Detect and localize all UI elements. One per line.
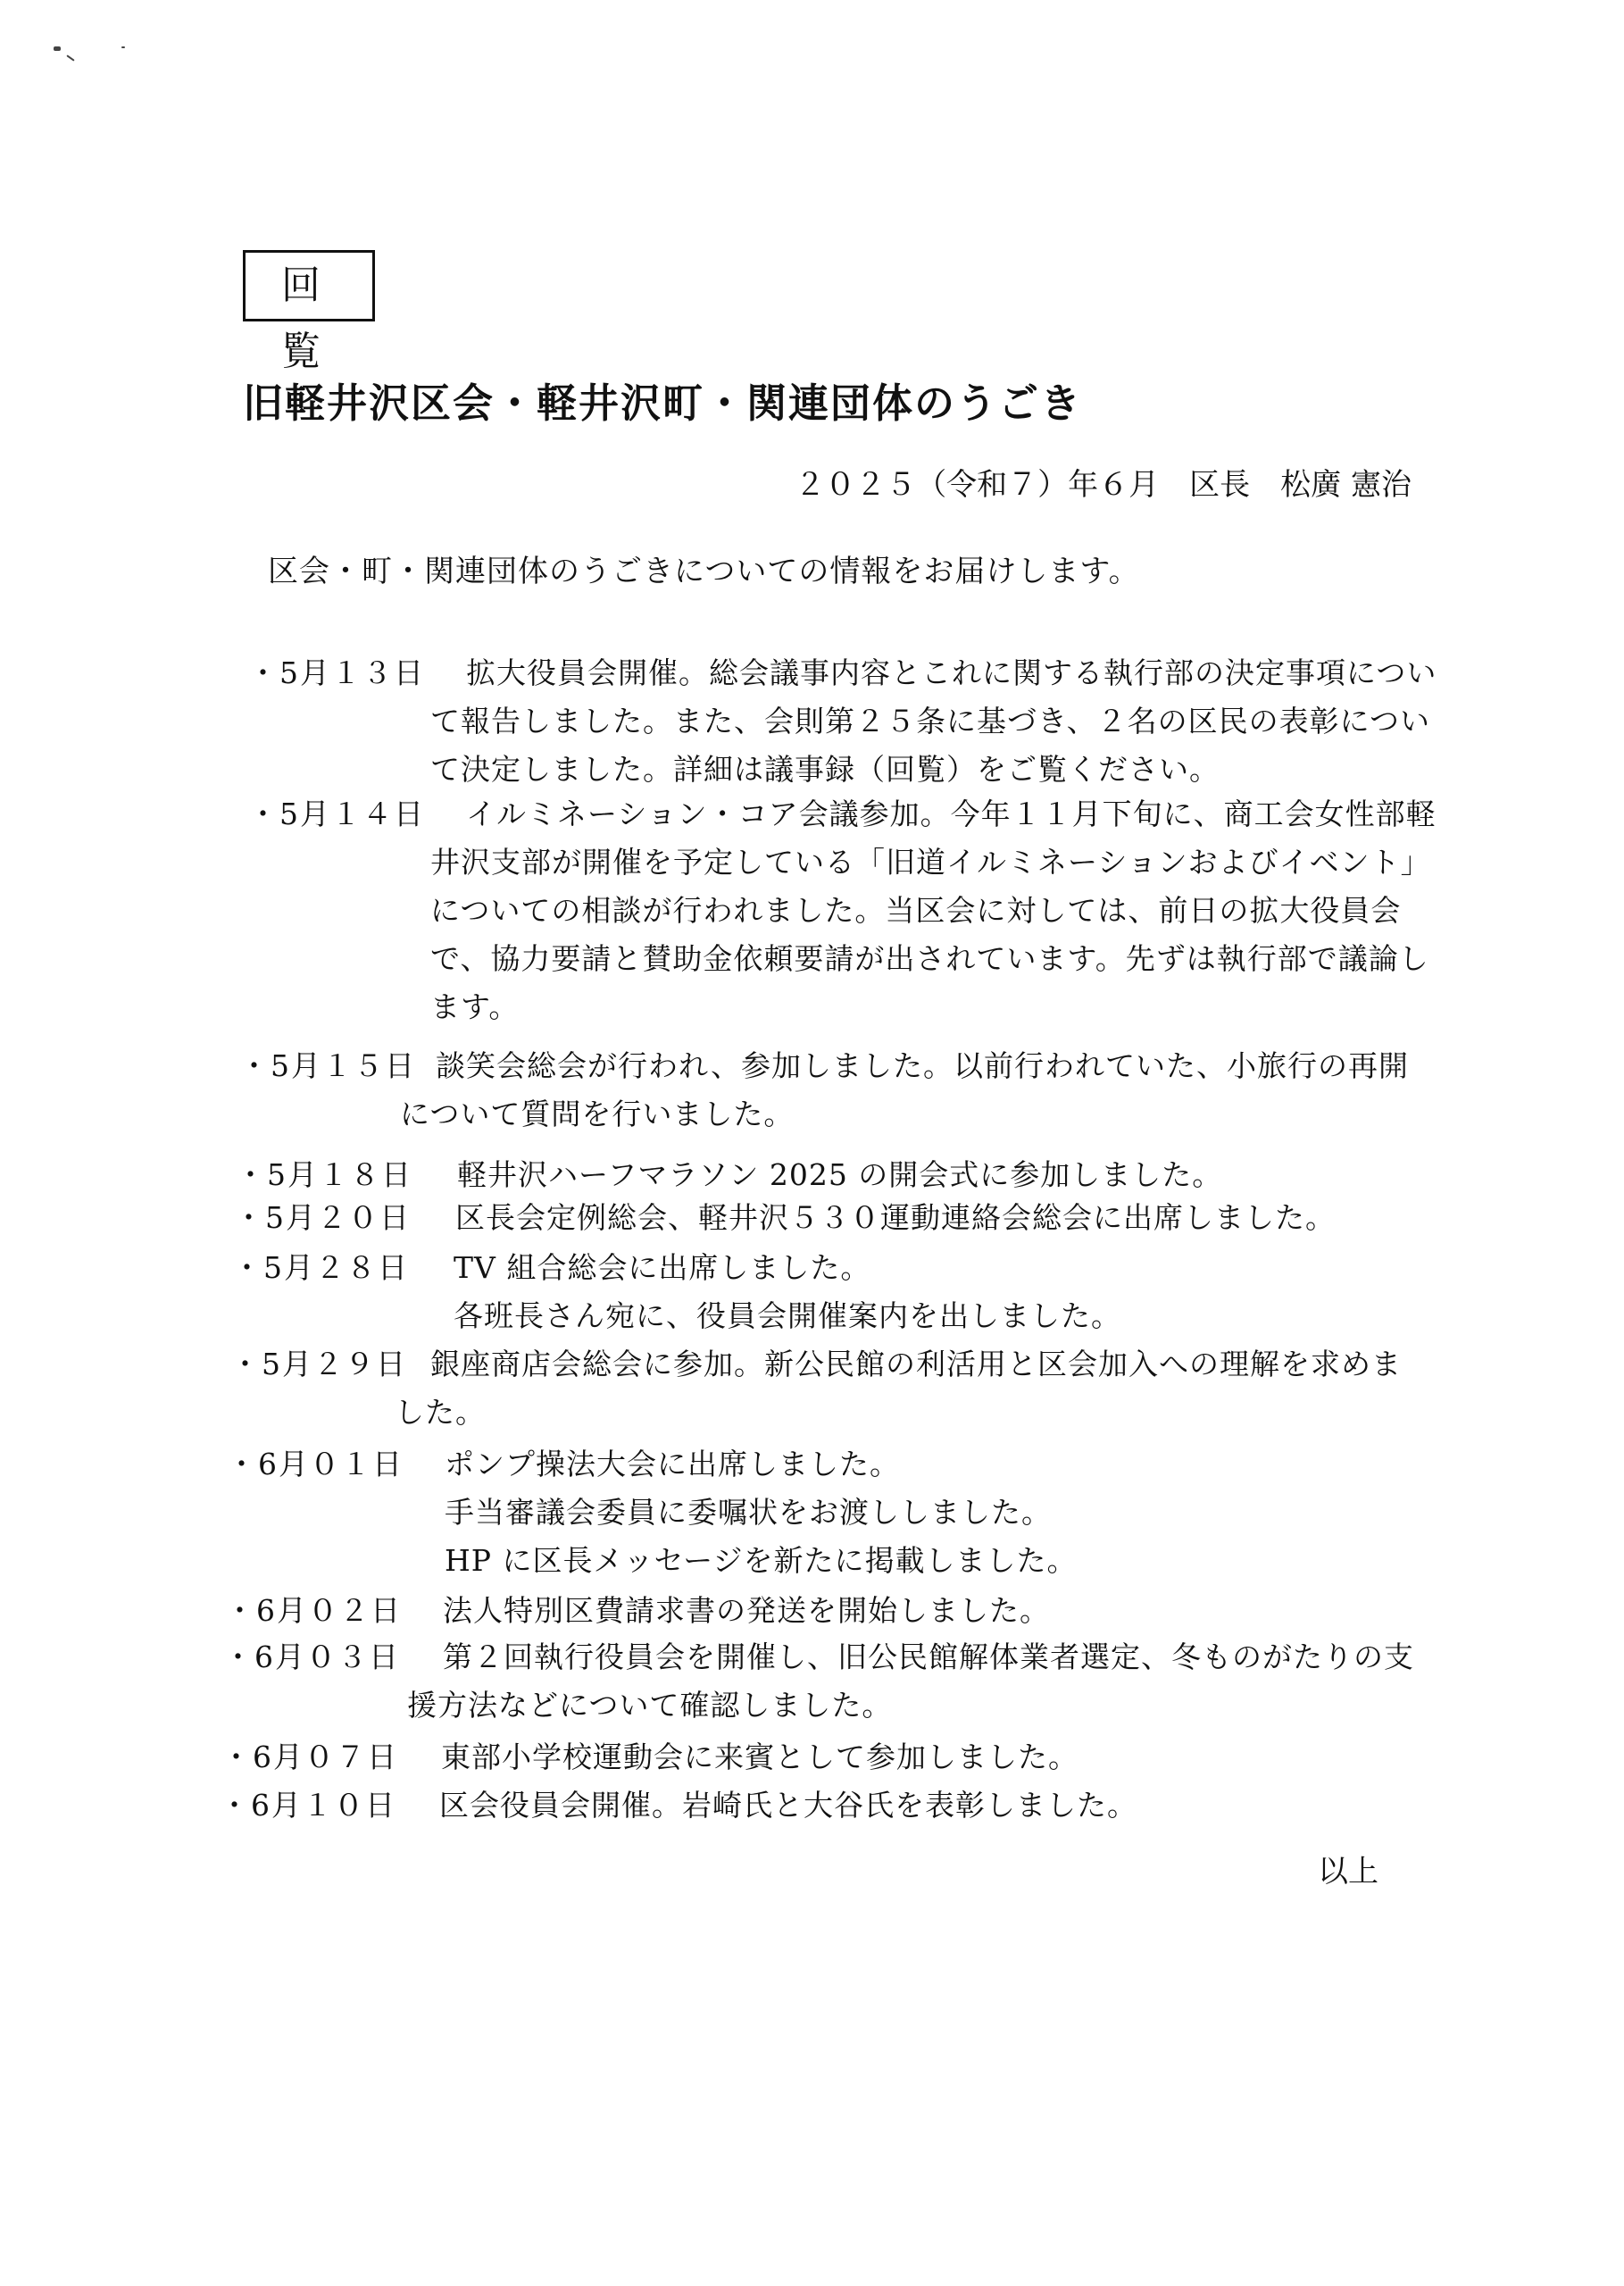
- entry-text-line: 軽井沢ハーフマラソン 2025 の開会式に参加しました。: [457, 1157, 1223, 1192]
- entry-text-line: 手当審議会委員に委嘱状をお渡ししました。: [445, 1495, 1052, 1530]
- entry-text-line: ます。: [430, 989, 520, 1024]
- closing-mark: 以上: [1318, 1854, 1378, 1890]
- entry-text-line: 区会役員会開催。岩崎氏と大谷氏を表彰しました。: [439, 1788, 1137, 1823]
- entry-text-line: 援方法などについて確認しました。: [407, 1688, 893, 1723]
- entry-date: ・6月０３日: [223, 1639, 400, 1674]
- entry-text-line: て報告しました。また、会則第２５条に基づき、２名の区民の表彰につい: [430, 704, 1431, 738]
- entry-text-line: 拡大役員会開催。総会議事内容とこれに関する執行部の決定事項につい: [466, 655, 1437, 690]
- entry-text-line: 区長会定例総会、軽井沢５３０運動連絡会総会に出席しました。: [455, 1200, 1336, 1235]
- entry-text-line: 各班長さん宛に、役員会開催案内を出しました。: [454, 1298, 1121, 1333]
- entry-date: ・6月０２日: [225, 1593, 402, 1628]
- entry-date: ・5月２９日: [230, 1347, 407, 1381]
- entry-text-line: 第２回執行役員会を開催し、旧公民館解体業者選定、冬ものがたりの支: [443, 1639, 1414, 1674]
- entry-text-line: 東部小学校運動会に来賓として参加しました。: [441, 1740, 1079, 1774]
- entry-date: ・6月０７日: [221, 1740, 398, 1774]
- entry-text-line: ポンプ操法大会に出席しました。: [445, 1447, 900, 1481]
- entry-text-line: HP に区長メッセージを新たに掲載しました。: [445, 1543, 1078, 1578]
- entry-text-line: 法人特別区費請求書の発送を開始しました。: [443, 1593, 1050, 1628]
- entry-text-line: した。: [395, 1395, 486, 1430]
- entry-text-line: て決定しました。詳細は議事録（回覧）をご覧ください。: [430, 752, 1220, 787]
- entry-text-line: についての相談が行われました。当区会に対しては、前日の拡大役員会: [430, 893, 1402, 928]
- entry-text-line: TV 組合総会に出席しました。: [454, 1250, 871, 1285]
- scan-speck: [54, 46, 61, 51]
- document-title: 旧軽井沢区会・軽井沢町・関連団体のうごき: [243, 380, 1083, 427]
- entry-date: ・5月１４日: [248, 797, 425, 831]
- scan-speck: [121, 46, 125, 48]
- scan-speck: [66, 54, 74, 61]
- entry-text-line: で、協力要請と賛助金依頼要請が出されています。先ずは執行部で議論し: [430, 941, 1429, 976]
- dateline: ２０２５（令和７）年６月 区長 松廣 憲治: [795, 467, 1412, 503]
- circulation-stamp: 回 覧: [243, 250, 375, 321]
- entry-date: ・5月１５日: [239, 1048, 416, 1083]
- entry-text-line: について質問を行いました。: [400, 1097, 795, 1131]
- entry-date: ・6月１０日: [220, 1788, 396, 1823]
- entry-text-line: イルミネーション・コア会議参加。今年１１月下旬に、商工会女性部軽: [466, 797, 1437, 831]
- entry-date: ・5月２０日: [234, 1200, 411, 1235]
- entry-text-line: 談笑会総会が行われ、参加しました。以前行われていた、小旅行の再開: [436, 1048, 1409, 1083]
- entry-date: ・5月２８日: [232, 1250, 409, 1285]
- entry-date: ・5月１８日: [236, 1157, 412, 1192]
- entry-text-line: 井沢支部が開催を予定している「旧道イルミネーションおよびイベント」: [430, 845, 1431, 880]
- intro-text: 区会・町・関連団体のうごきについての情報をお届けします。: [268, 554, 1140, 589]
- entry-text-line: 銀座商店会総会に参加。新公民館の利活用と区会加入への理解を求めま: [430, 1347, 1402, 1381]
- entry-date: ・6月０１日: [227, 1447, 404, 1481]
- entry-date: ・5月１３日: [248, 655, 425, 690]
